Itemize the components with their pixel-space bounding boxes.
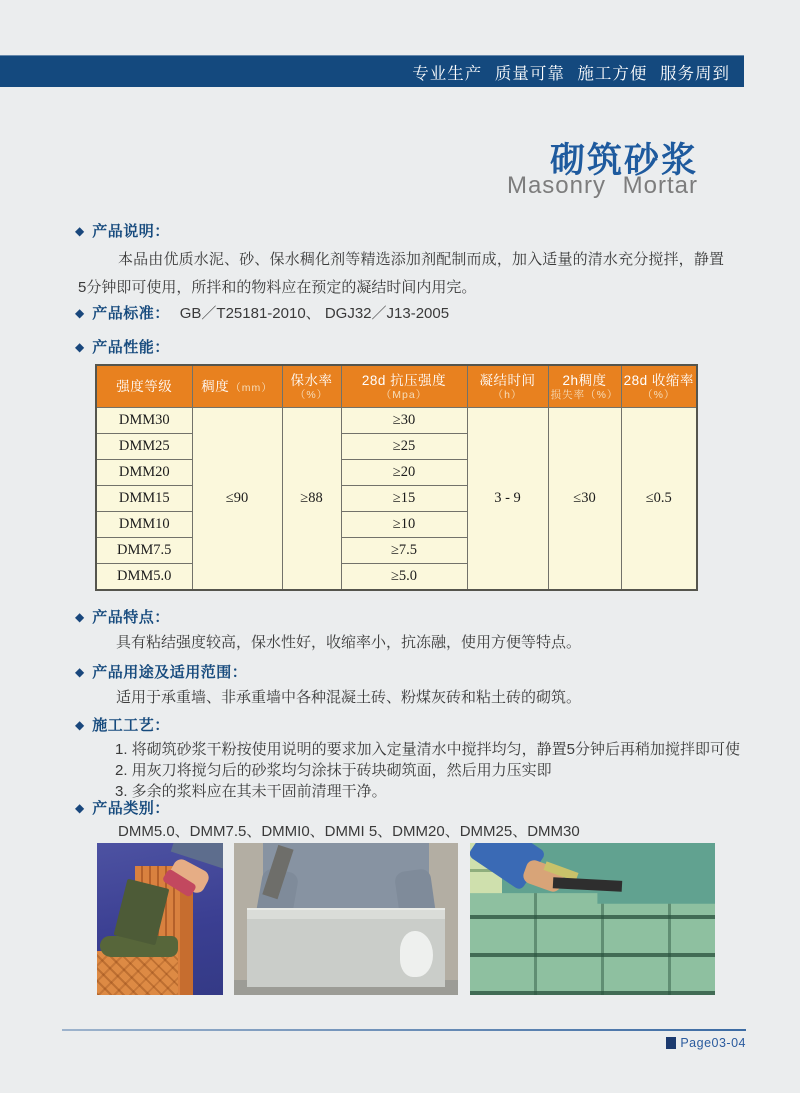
section-label: 产品性能： [92,339,170,356]
diamond-bullet-icon: ◆ [75,223,85,238]
usage-text: 适用于承重墙、非承重墙中各种混凝土砖、粉煤灰砖和粘土砖的砌筑。 [116,689,582,706]
diamond-bullet-icon: ◆ [75,717,85,732]
description-paragraph: 本品由优质水泥、砂、保水稠化剂等精选添加剂配制而成，加入适量的清水充分搅拌，静置5分钟即可使用，所拌和的物料应在预定的凝结时间内用完。 [78,251,724,296]
section-label: 产品用途及适用范围： [92,664,248,681]
col-header-loss-rate: 2h稠度 损失率（%） [548,365,621,408]
consistency-cell: ≤90 [192,408,282,591]
standard-value: GB／T25181-2010、 DGJ32／J13-2005 [179,305,450,322]
strength-cell: ≥5.0 [341,564,467,591]
col-header-water-retention: 保水率 （%） [282,365,341,408]
section-heading-standard [75,302,449,323]
categories-text: DMM5.0、DMM7.5、DMMI0、DMMI 5、DMM20、DMM25、DMM30 [118,823,580,840]
performance-table [95,364,698,591]
section-heading-process [75,714,170,735]
shrinkage-cell: ≤0.5 [621,408,697,591]
water-retention-cell: ≥88 [282,408,341,591]
col-header-compressive-strength: 28d 抗压强度 （Mpa） [341,365,467,408]
section-heading-categories [75,797,170,818]
process-step: 2. 用灰刀将搅匀后的砂浆均匀涂抹于砖块砌筑面，然后用力压实即 [115,762,552,779]
top-slogan-bar [0,55,744,87]
section-label: 产品说明： [92,223,170,240]
section-label: 产品类别： [92,800,170,817]
strength-cell: ≥7.5 [341,538,467,564]
process-step: 1. 将砌筑砂浆干粉按使用说明的要求加入定量清水中搅拌均匀，静置5分钟后再稍加搅拌即可使 [115,741,741,758]
glove-shape [400,931,434,977]
footer [666,1036,746,1050]
strength-cell: ≥25 [341,434,467,460]
trowel-shape [553,878,622,892]
features-text: 具有粘结强度较高，保水性好，收缩率小，抗冻融，使用方便等特点。 [116,634,582,651]
section-label: 产品标准： [92,305,170,322]
footer-divider [62,1029,746,1031]
diamond-bullet-icon: ◆ [75,305,85,320]
page-title: 砌筑砂浆 [549,141,698,180]
hand-shape [521,858,566,894]
grade-cell: DMM25 [96,434,192,460]
process-steps [115,739,740,802]
table-row [96,408,697,434]
section-label: 施工工艺： [92,717,170,734]
process-step: 3. 多余的浆料应在其未干固前清理干净。 [115,783,387,800]
page-number: Page03-04 [680,1036,746,1050]
section-heading-description [75,220,170,241]
photo-green-block-wall [470,843,715,995]
setting-time-cell: 3 - 9 [467,408,548,591]
diamond-bullet-icon: ◆ [75,800,85,815]
section-heading-features [75,606,170,627]
brick-wall-shape [97,951,178,995]
slogan-text: 专业生产 质量可靠 施工方便 服务周到 [412,64,730,83]
grade-cell: DMM30 [96,408,192,434]
section-heading-performance [75,336,170,357]
grade-cell: DMM5.0 [96,564,192,591]
footer-square-icon [666,1037,676,1049]
loss-rate-cell: ≤30 [548,408,621,591]
strength-cell: ≥20 [341,460,467,486]
strength-cell: ≥15 [341,486,467,512]
strength-cell: ≥10 [341,512,467,538]
grade-cell: DMM20 [96,460,192,486]
photo-brick-mortar [97,843,223,995]
diamond-bullet-icon: ◆ [75,339,85,354]
page-subtitle: Masonry Mortar [506,172,698,199]
grade-cell: DMM10 [96,512,192,538]
strength-cell: ≥30 [341,408,467,434]
col-header-grade: 强度等级 [96,365,192,408]
col-header-consistency: 稠度（mm） [192,365,282,408]
section-heading-usage [75,661,247,682]
diamond-bullet-icon: ◆ [75,609,85,624]
diamond-bullet-icon: ◆ [75,664,85,679]
section-label: 产品特点： [92,609,170,626]
photo-concrete-block [234,843,458,995]
table-header-row [96,365,697,408]
grade-cell: DMM15 [96,486,192,512]
grade-cell: DMM7.5 [96,538,192,564]
col-header-setting-time: 凝结时间 （h） [467,365,548,408]
col-header-shrinkage: 28d 收缩率 （%） [621,365,697,408]
